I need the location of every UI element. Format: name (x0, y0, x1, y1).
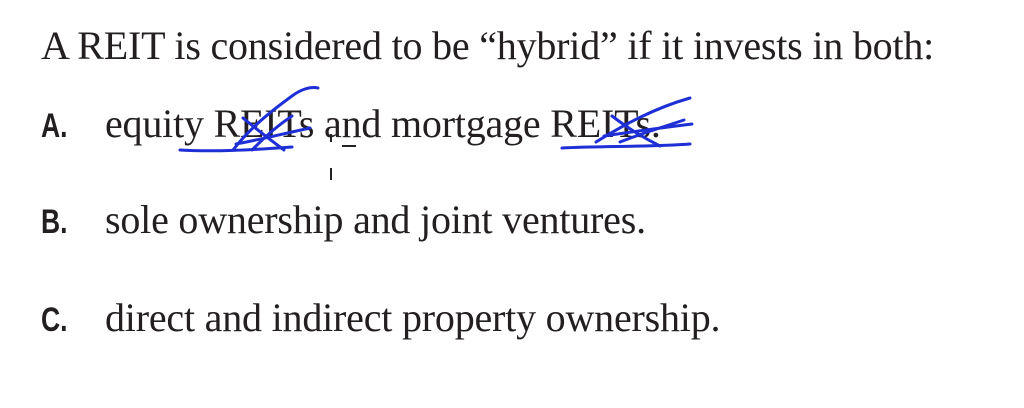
option-c-text: direct and indirect property ownership. (105, 295, 721, 340)
question-text: A REIT is considered to be “hybrid” if it invests in both: (41, 23, 935, 68)
option-c-letter: C. (41, 301, 68, 339)
option-a-text: equity REITs and mortgage REITs. (105, 101, 661, 146)
option-c[interactable] (41, 294, 720, 344)
option-b-text: sole ownership and joint ventures. (105, 197, 646, 242)
option-a[interactable] (41, 100, 661, 150)
option-a-letter: A. (41, 107, 68, 145)
option-b[interactable] (41, 196, 646, 246)
option-b-letter: B. (41, 203, 68, 241)
